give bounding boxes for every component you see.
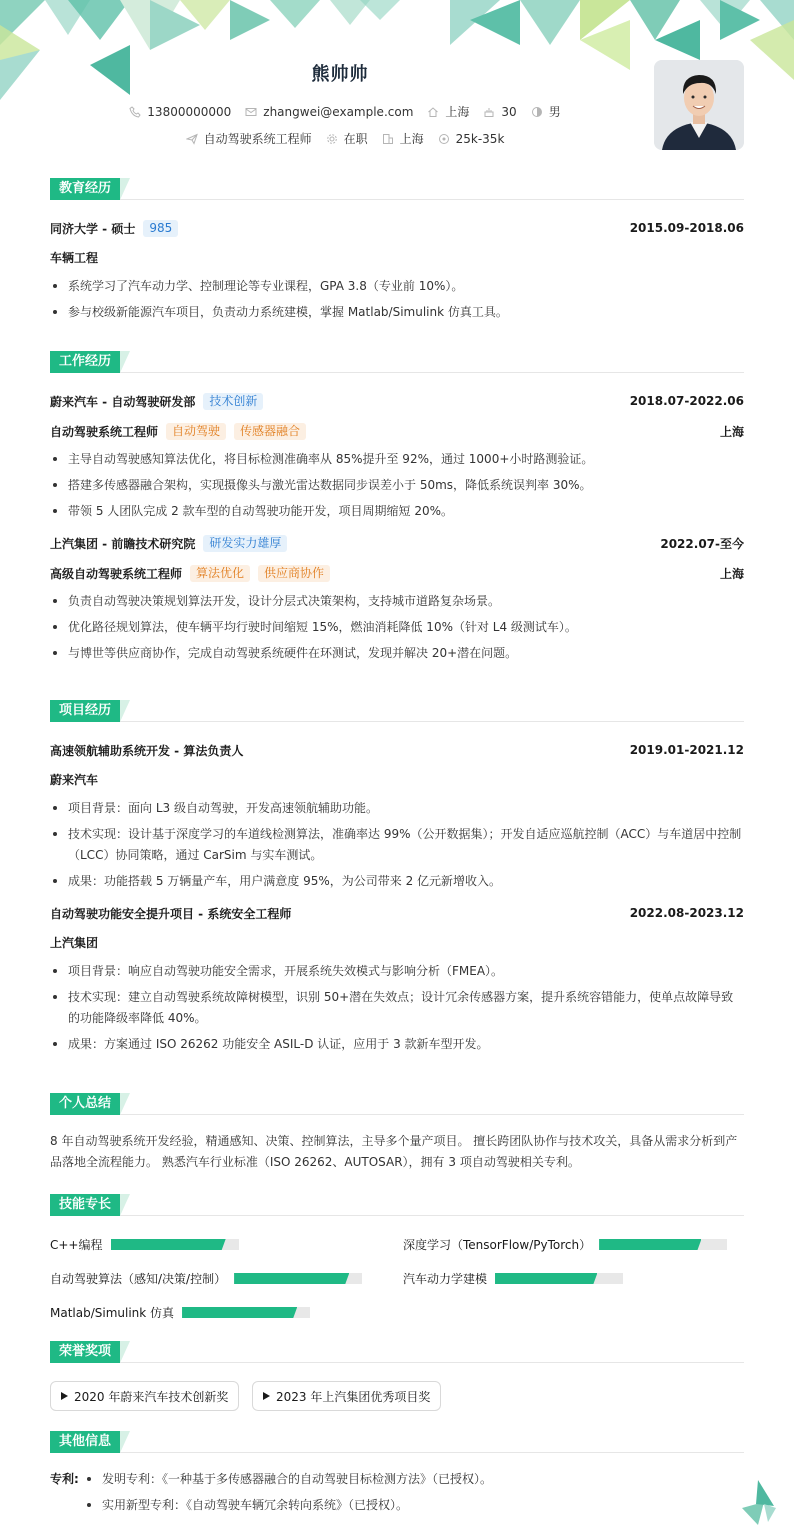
education-date: 2015.09-2018.06 xyxy=(629,221,744,235)
projects-section-title xyxy=(50,700,744,722)
list-item: 带领 5 人团队完成 2 款车型的自动驾驶功能开发，项目周期缩短 20%。 xyxy=(50,501,744,522)
education-entry xyxy=(50,219,744,323)
project-date: 2022.08-2023.12 xyxy=(629,906,744,920)
home-icon xyxy=(427,106,439,118)
skill-bar-fill xyxy=(182,1307,297,1318)
list-item: 发明专利：《一种基于多传感器融合的自动驾驶目标检测方法》（已授权）。 xyxy=(84,1469,724,1490)
list-item: 参与校级新能源汽车项目，负责动力系统建模，掌握 Matlab/Simulink 仿真工具。 xyxy=(50,302,744,323)
summary-section-title xyxy=(50,1093,744,1115)
work-city: 上海 xyxy=(719,566,744,581)
skill-name: 深度学习（TensorFlow/PyTorch） xyxy=(403,1238,592,1252)
skill-bar-fill xyxy=(234,1273,349,1284)
section-title-text: 荣誉奖项 xyxy=(50,1341,120,1363)
skill-name: 汽车动力学建模 xyxy=(403,1272,488,1286)
contact-row xyxy=(0,103,690,120)
awards-section-title xyxy=(50,1341,744,1363)
work-city-info xyxy=(382,130,424,147)
project-bullets xyxy=(50,798,744,892)
company-badge: 技术创新 xyxy=(203,393,263,410)
skill-bar xyxy=(599,1239,727,1250)
section-title-decoration xyxy=(120,1341,130,1363)
job-intent-row xyxy=(0,130,690,147)
phone-icon xyxy=(129,106,141,118)
candidate-name: 熊帅帅 xyxy=(311,64,369,85)
section-title-text: 技能专长 xyxy=(50,1194,120,1216)
list-item: 实用新型专利：《自动驾驶车辆冗余转向系统》（已授权）。 xyxy=(84,1495,724,1516)
award-item xyxy=(252,1381,441,1411)
work-date: 2018.07-2022.06 xyxy=(629,394,744,408)
skill-bar xyxy=(182,1307,310,1318)
email-info xyxy=(245,103,413,120)
education-section xyxy=(50,178,744,323)
skill-bar-fill xyxy=(495,1273,597,1284)
school-name: 同济大学 - 硕士 xyxy=(50,221,136,236)
section-title-text: 个人总结 xyxy=(50,1093,120,1115)
phone-info xyxy=(129,103,231,120)
status-info xyxy=(326,130,368,147)
work-date: 2022.07-至今 xyxy=(660,536,744,551)
projects-section xyxy=(50,700,744,1055)
skill-item xyxy=(50,1270,362,1287)
role-badge: 供应商协作 xyxy=(258,565,330,582)
skill-item xyxy=(50,1304,310,1321)
work-entry xyxy=(50,534,744,664)
project-entry xyxy=(50,904,744,1055)
list-item: 项目背景：面向 L3 级自动驾驶，开发高速领航辅助功能。 xyxy=(50,798,744,819)
building-icon xyxy=(382,133,394,145)
section-title-text: 其他信息 xyxy=(50,1431,120,1453)
skill-bar-fill xyxy=(111,1239,226,1250)
age-text: 30 xyxy=(501,104,517,119)
profile-photo xyxy=(654,60,744,150)
location-info xyxy=(427,103,469,120)
section-title-text: 工作经历 xyxy=(50,351,120,373)
salary-info xyxy=(438,130,505,147)
list-item: 主导自动驾驶感知算法优化，将目标检测准确率从 85%提升至 92%，通过 1000+小时路测验证。 xyxy=(50,449,744,470)
list-item: 项目背景：响应自动驾驶功能安全需求，开展系统失效模式与影响分析（FMEA）。 xyxy=(50,961,744,982)
gender-icon xyxy=(531,106,543,118)
other-section-title xyxy=(50,1431,744,1453)
work-entry xyxy=(50,392,744,522)
company-name: 上汽集团 - 前瞻技术研究院 xyxy=(50,536,196,551)
work-city-text: 上海 xyxy=(399,132,424,146)
work-city: 上海 xyxy=(719,424,744,439)
email-icon xyxy=(245,106,257,118)
skill-item xyxy=(403,1236,727,1253)
skill-bar-fill xyxy=(599,1239,701,1250)
list-item: 负责自动驾驶决策规划算法开发，设计分层式决策架构，支持城市道路复杂场景。 xyxy=(50,591,744,612)
age-info xyxy=(483,103,516,120)
section-title-decoration xyxy=(120,1093,130,1115)
major-name: 车辆工程 xyxy=(50,251,99,265)
skill-bar xyxy=(234,1273,362,1284)
company-name: 蔚来汽车 - 自动驾驶研发部 xyxy=(50,394,196,409)
status-text: 在职 xyxy=(343,132,368,146)
skill-name: 自动驾驶算法（感知/决策/控制） xyxy=(50,1272,227,1286)
skill-item xyxy=(403,1270,623,1287)
work-bullets xyxy=(50,449,744,522)
awards-section xyxy=(50,1341,744,1363)
list-item: 与博世等供应商协作，完成自动驾驶系统硬件在环测试，发现并解决 20+潜在问题。 xyxy=(50,643,744,664)
skill-name: C++编程 xyxy=(50,1238,103,1252)
summary-text: 8 年自动驾驶系统开发经验，精通感知、决策、控制算法，主导多个量产项目。 擅长跨团队协作与技术攻关，具备从需求分析到产品落地全流程能力。 熟悉汽车行业标准（ISO 26262、AUTOSAR），拥有 3 项自动驾驶相关专利。 xyxy=(50,1134,738,1169)
skill-name: Matlab/Simulink 仿真 xyxy=(50,1306,175,1320)
other-section xyxy=(50,1431,744,1453)
skill-bar xyxy=(111,1239,239,1250)
location-text: 上海 xyxy=(445,105,470,119)
footer-decoration xyxy=(742,1480,782,1525)
project-date: 2019.01-2021.12 xyxy=(629,743,744,757)
salary-text: 25k-35k xyxy=(455,131,505,146)
section-title-decoration xyxy=(120,351,130,373)
play-icon xyxy=(61,1392,68,1400)
award-text: 2023 年上汽集团优秀项目奖 xyxy=(276,1389,431,1404)
position-info xyxy=(186,130,312,147)
position-text: 自动驾驶系统工程师 xyxy=(203,132,312,146)
section-title-decoration xyxy=(120,1194,130,1216)
skill-item xyxy=(50,1236,239,1253)
summary-section xyxy=(50,1093,744,1173)
list-item: 优化路径规划算法，使车辆平均行驶时间缩短 15%，燃油消耗降低 10%（针对 L4 级测试车）。 xyxy=(50,617,744,638)
role-badge: 自动驾驶 xyxy=(166,423,226,440)
project-entry xyxy=(50,741,744,892)
work-section xyxy=(50,351,744,664)
award-text: 2020 年蔚来汽车技术创新奖 xyxy=(74,1389,229,1404)
skills-section-title xyxy=(50,1194,744,1216)
project-bullets xyxy=(50,961,744,1055)
education-bullets xyxy=(50,276,744,323)
project-org: 上汽集团 xyxy=(50,936,99,950)
section-title-decoration xyxy=(120,178,130,200)
role-badge: 算法优化 xyxy=(190,565,250,582)
gender-text: 男 xyxy=(548,105,561,119)
section-title-text: 项目经历 xyxy=(50,700,120,722)
email-text: zhangwei@example.com xyxy=(263,104,414,119)
school-badge: 985 xyxy=(143,220,178,237)
section-title-decoration xyxy=(120,1431,130,1453)
company-badge: 研发实力雄厚 xyxy=(203,535,287,552)
list-item: 搭建多传感器融合架构，实现摄像头与激光雷达数据同步误差小于 50ms，降低系统误判率 30%。 xyxy=(50,475,744,496)
gear-icon xyxy=(326,133,338,145)
role-name: 自动驾驶系统工程师 xyxy=(50,424,159,439)
project-title: 自动驾驶功能安全提升项目 - 系统安全工程师 xyxy=(50,906,292,921)
cake-icon xyxy=(483,106,495,118)
list-item: 技术实现：设计基于深度学习的车道线检测算法，准确率达 99%（公开数据集）；开发自适应巡航控制（ACC）与车道居中控制（LCC）协同策略，通过 CarSim 与实车测试。 xyxy=(50,824,744,866)
project-title: 高速领航辅助系统开发 - 算法负责人 xyxy=(50,743,244,758)
award-item xyxy=(50,1381,239,1411)
skill-bar xyxy=(495,1273,623,1284)
patent-list xyxy=(84,1469,724,1516)
role-badge: 传感器融合 xyxy=(234,423,306,440)
work-section-title xyxy=(50,351,744,373)
send-icon xyxy=(186,133,198,145)
patent-label: 专利: xyxy=(50,1472,79,1486)
section-title-text: 教育经历 xyxy=(50,178,120,200)
resume-header xyxy=(0,0,794,160)
role-name: 高级自动驾驶系统工程师 xyxy=(50,566,183,581)
gender-info xyxy=(531,103,561,120)
education-section-title xyxy=(50,178,744,200)
skills-section xyxy=(50,1194,744,1216)
play-icon xyxy=(263,1392,270,1400)
section-title-decoration xyxy=(120,700,130,722)
list-item: 技术实现：建立自动驾驶系统故障树模型，识别 50+潜在失效点；设计冗余传感器方案，提升系统容错能力，使单点故障导致的功能降级率降低 40%。 xyxy=(50,987,744,1029)
list-item: 成果：功能搭载 5 万辆量产车，用户满意度 95%，为公司带来 2 亿元新增收入。 xyxy=(50,871,744,892)
work-bullets xyxy=(50,591,744,664)
phone-text: 13800000000 xyxy=(147,104,232,119)
list-item: 成果：方案通过 ISO 26262 功能安全 ASIL-D 认证，应用于 3 款新车型开发。 xyxy=(50,1034,744,1055)
project-org: 蔚来汽车 xyxy=(50,773,99,787)
coin-icon xyxy=(438,133,450,145)
list-item: 系统学习了汽车动力学、控制理论等专业课程，GPA 3.8（专业前 10%）。 xyxy=(50,276,744,297)
